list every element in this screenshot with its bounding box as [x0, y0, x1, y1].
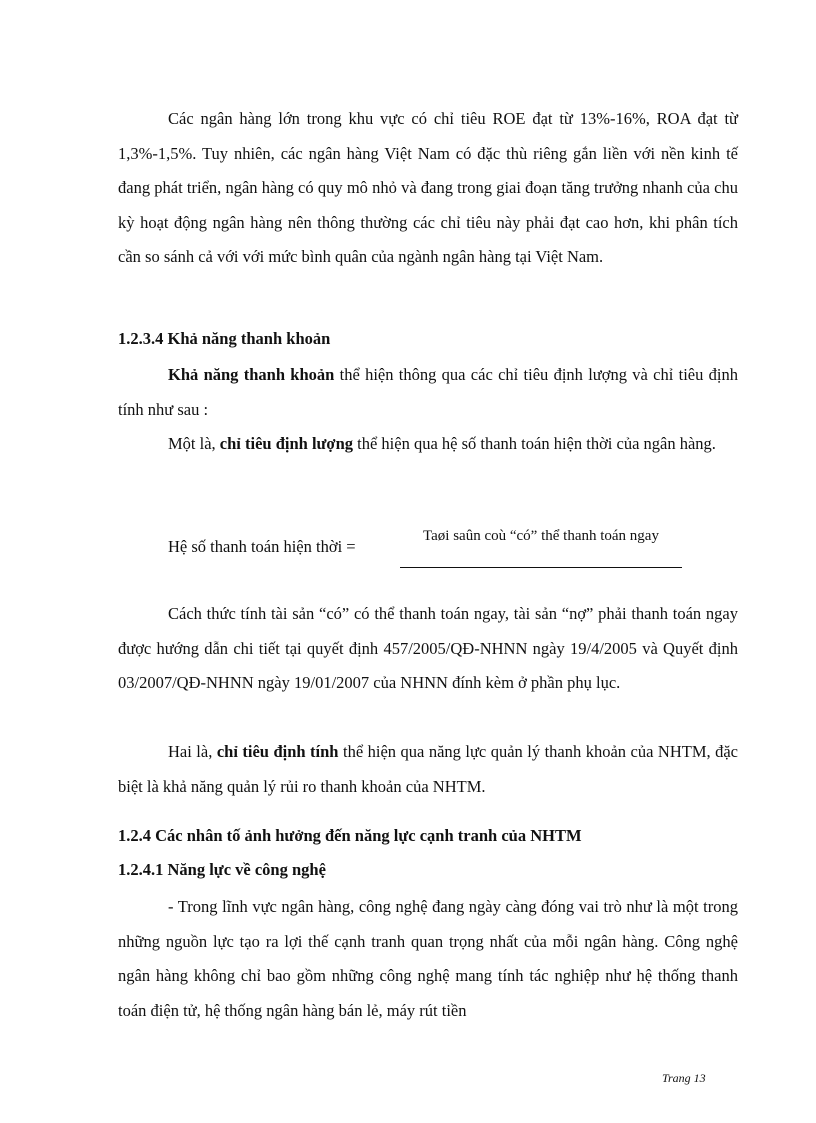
formula-numerator: Taøi saûn coù “có” thể thanh toán ngay — [423, 528, 659, 544]
quantitative-text: thể hiện qua hệ số thanh toán hiện thời của ngân hàng. — [353, 434, 716, 453]
heading-liquidity: 1.2.3.4 Khả năng thanh khoản — [118, 329, 331, 348]
paragraph-quantitative — [118, 427, 738, 462]
qualitative-prefix: Hai là, — [168, 742, 217, 761]
paragraph-method: Cách thức tính tài sản “có” có thể thanh toán ngay, tài sản “nợ” phải thanh toán ngay được hướng dẫn chi tiết tại quyết định 457/2005/QĐ-NHNN ngày 19/4/2005 và Quyết định 03/2007/QĐ-NHNN ngày 19/01/2007 của NHNN đính kèm ở phần phụ lục. — [118, 604, 738, 692]
paragraph-qualitative — [118, 735, 738, 804]
paragraph-technology: - Trong lĩnh vực ngân hàng, công nghệ đang ngày càng đóng vai trò như là một trong những nguồn lực tạo ra lợi thế cạnh tranh quan trọng nhất của mỗi ngân hàng. Công nghệ ngân hàng không chỉ bao gồm những công nghệ mang tính tác nghiệp như hệ thống thanh toán điện tử, hệ thống ngân hàng bán lẻ, máy rút tiền — [118, 897, 738, 1020]
term-quantitative: chỉ tiêu định lượng — [219, 434, 353, 453]
page-number: Trang 13 — [662, 1071, 706, 1085]
term-liquidity: Khả năng thanh khoản — [168, 365, 335, 384]
formula-label: Hệ số thanh toán hiện thời = — [168, 537, 356, 556]
fraction-line — [400, 567, 682, 568]
liquidity-intro-text: thể hiện thông qua các chỉ tiêu định lượng và chỉ tiêu định tính như sau : — [118, 365, 738, 419]
heading-competitive-factors: 1.2.4 Các nhân tố ảnh hưởng đến năng lực cạnh tranh của NHTM — [118, 826, 582, 845]
quantitative-prefix: Một là, — [168, 434, 220, 453]
heading-technology: 1.2.4.1 Năng lực về công nghệ — [118, 860, 326, 879]
qualitative-text: thể hiện qua năng lực quản lý thanh khoản của NHTM, đặc biệt là khả năng quản lý rủi ro thanh khoản của NHTM. — [118, 742, 739, 796]
term-qualitative: chỉ tiêu định tính — [216, 742, 339, 761]
paragraph-liquidity-intro — [118, 358, 738, 427]
paragraph-roe-roa: Các ngân hàng lớn trong khu vực có chỉ tiêu ROE đạt từ 13%-16%, ROA đạt từ 1,3%-1,5%. Tuy nhiên, các ngân hàng Việt Nam có đặc thù riêng gắn liền với nền kinh tế đang phát triển, ngân hàng có quy mô nhỏ và đang trong giai đoạn tăng trưởng nhanh của chu kỳ hoạt động ngân hàng nên thông thường các chỉ tiêu này phải đạt cao hơn, khi phân tích cần so sánh cả với với mức bình quân của ngành ngân hàng tại Việt Nam. — [118, 109, 738, 266]
